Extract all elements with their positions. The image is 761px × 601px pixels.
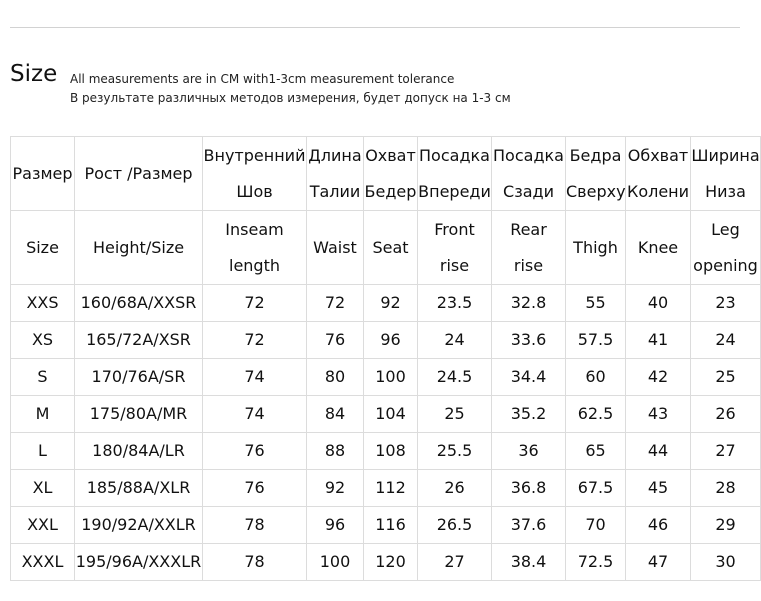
- table-cell: 84: [307, 396, 364, 433]
- page-title: Size: [10, 61, 58, 87]
- table-cell: 42: [626, 359, 691, 396]
- header-cell: [203, 211, 307, 285]
- table-cell: 28: [691, 470, 761, 507]
- table-cell: 67.5: [566, 470, 626, 507]
- header-cell: [364, 137, 418, 211]
- header-cell: [418, 211, 492, 285]
- size-chart: [10, 136, 760, 580]
- table-cell: 160/68A/XXSR: [75, 285, 203, 322]
- table-cell: 104: [364, 396, 418, 433]
- table-cell: 33.6: [492, 322, 566, 359]
- header-cell: [418, 137, 492, 211]
- table-cell: 70: [566, 507, 626, 544]
- header-line: Height/Size: [92, 237, 185, 257]
- table-cell: 26.5: [418, 507, 492, 544]
- header-line: Размер: [12, 163, 73, 183]
- table-cell: XS: [11, 322, 75, 359]
- table-cell: 35.2: [492, 396, 566, 433]
- table-cell: 55: [566, 285, 626, 322]
- header-cell: [307, 211, 364, 285]
- measurement-notes: [70, 70, 511, 108]
- table-row: [11, 507, 761, 544]
- table-cell: 72: [203, 285, 307, 322]
- table-cell: 88: [307, 433, 364, 470]
- header-line: Ширина: [691, 145, 760, 165]
- header-line: Knee: [637, 237, 679, 257]
- table-row: [11, 359, 761, 396]
- header-line: Сверху: [566, 181, 626, 201]
- header-line: Сзади: [503, 181, 554, 201]
- size-table: [10, 136, 761, 581]
- table-cell: 46: [626, 507, 691, 544]
- header-line: opening: [693, 255, 758, 275]
- table-cell: 96: [364, 322, 418, 359]
- table-cell: 65: [566, 433, 626, 470]
- table-cell: 62.5: [566, 396, 626, 433]
- header-line: Талии: [309, 181, 361, 201]
- header-cell: [364, 211, 418, 285]
- table-cell: 29: [691, 507, 761, 544]
- header-cell: [566, 137, 626, 211]
- header-line: length: [229, 255, 280, 275]
- table-cell: 165/72A/XSR: [75, 322, 203, 359]
- header-cell: [11, 211, 75, 285]
- table-cell: 72: [307, 285, 364, 322]
- table-cell: 78: [203, 544, 307, 581]
- table-cell: 24: [418, 322, 492, 359]
- table-cell: 175/80A/MR: [75, 396, 203, 433]
- table-cell: 43: [626, 396, 691, 433]
- table-cell: 30: [691, 544, 761, 581]
- header-cell: [626, 211, 691, 285]
- table-cell: 92: [364, 285, 418, 322]
- header-line: Посадка: [493, 145, 564, 165]
- header-line: Низа: [705, 181, 746, 201]
- table-cell: 100: [307, 544, 364, 581]
- table-cell: 27: [418, 544, 492, 581]
- table-row: [11, 396, 761, 433]
- header-line: Посадка: [419, 145, 490, 165]
- table-cell: 24: [691, 322, 761, 359]
- table-cell: 72: [203, 322, 307, 359]
- header-cell: [492, 137, 566, 211]
- table-cell: 25: [418, 396, 492, 433]
- header-line: Thigh: [573, 237, 618, 257]
- table-cell: 25: [691, 359, 761, 396]
- table-cell: 24.5: [418, 359, 492, 396]
- table-cell: 96: [307, 507, 364, 544]
- table-cell: XXS: [11, 285, 75, 322]
- table-cell: 120: [364, 544, 418, 581]
- table-cell: 36: [492, 433, 566, 470]
- table-row: [11, 544, 761, 581]
- table-cell: 92: [307, 470, 364, 507]
- header-line: Waist: [313, 237, 357, 257]
- table-cell: 34.4: [492, 359, 566, 396]
- table-cell: S: [11, 359, 75, 396]
- header-line: Колени: [626, 181, 690, 201]
- table-cell: 26: [691, 396, 761, 433]
- header-line: Бедра: [569, 145, 622, 165]
- table-cell: 100: [364, 359, 418, 396]
- table-cell: 60: [566, 359, 626, 396]
- table-cell: 170/76A/SR: [75, 359, 203, 396]
- header-cell: [626, 137, 691, 211]
- table-cell: 185/88A/XLR: [75, 470, 203, 507]
- table-cell: 195/96A/XXXLR: [75, 544, 203, 581]
- table-cell: 38.4: [492, 544, 566, 581]
- table-cell: 37.6: [492, 507, 566, 544]
- table-cell: 45: [626, 470, 691, 507]
- header-cell: [691, 211, 761, 285]
- table-cell: XXL: [11, 507, 75, 544]
- note-english: All measurements are in CM with1-3cm measurement tolerance: [70, 72, 455, 86]
- table-cell: 32.8: [492, 285, 566, 322]
- note-russian: В результате различных методов измерения, будет допуск на 1-3 см: [70, 91, 511, 105]
- table-cell: 36.8: [492, 470, 566, 507]
- table-cell: 25.5: [418, 433, 492, 470]
- table-cell: 112: [364, 470, 418, 507]
- header-line: Охват: [365, 145, 416, 165]
- table-cell: 76: [203, 433, 307, 470]
- header-cell: [566, 211, 626, 285]
- table-cell: XL: [11, 470, 75, 507]
- table-cell: 72.5: [566, 544, 626, 581]
- header-line: Front: [434, 219, 475, 239]
- table-cell: 116: [364, 507, 418, 544]
- header-cell: [492, 211, 566, 285]
- header-line: Бедер: [364, 181, 417, 201]
- table-cell: 74: [203, 359, 307, 396]
- header-cell: [691, 137, 761, 211]
- table-cell: 180/84A/LR: [75, 433, 203, 470]
- header-cell: [75, 211, 203, 285]
- table-cell: L: [11, 433, 75, 470]
- header-cell: [11, 137, 75, 211]
- table-row: [11, 470, 761, 507]
- table-cell: 47: [626, 544, 691, 581]
- table-cell: 41: [626, 322, 691, 359]
- header-line: Рост /Размер: [84, 163, 193, 183]
- header-line: Внутренний: [203, 145, 306, 165]
- table-cell: 190/92A/XXLR: [75, 507, 203, 544]
- table-cell: 76: [203, 470, 307, 507]
- header-row-english: [11, 211, 761, 285]
- table-cell: 108: [364, 433, 418, 470]
- table-cell: 76: [307, 322, 364, 359]
- header-line: rise: [513, 255, 544, 275]
- table-cell: 27: [691, 433, 761, 470]
- header-row-russian: [11, 137, 761, 211]
- top-divider: [10, 27, 740, 28]
- header-line: Шов: [236, 181, 273, 201]
- table-row: [11, 322, 761, 359]
- header-cell: [203, 137, 307, 211]
- table-cell: 78: [203, 507, 307, 544]
- table-cell: 40: [626, 285, 691, 322]
- header-line: Обхват: [627, 145, 689, 165]
- table-cell: XXXL: [11, 544, 75, 581]
- header-cell: [75, 137, 203, 211]
- header-line: Inseam: [225, 219, 284, 239]
- table-row: [11, 285, 761, 322]
- header-line: Впереди: [418, 181, 491, 201]
- table-cell: 80: [307, 359, 364, 396]
- header-line: Seat: [372, 237, 409, 257]
- header-line: rise: [439, 255, 470, 275]
- table-cell: 74: [203, 396, 307, 433]
- table-cell: M: [11, 396, 75, 433]
- header-line: Длина: [308, 145, 362, 165]
- table-row: [11, 433, 761, 470]
- header-line: Rear: [510, 219, 547, 239]
- header-line: Leg: [711, 219, 740, 239]
- header-line: Size: [26, 237, 59, 257]
- table-cell: 44: [626, 433, 691, 470]
- table-cell: 26: [418, 470, 492, 507]
- table-cell: 23: [691, 285, 761, 322]
- table-cell: 23.5: [418, 285, 492, 322]
- header-cell: [307, 137, 364, 211]
- table-cell: 57.5: [566, 322, 626, 359]
